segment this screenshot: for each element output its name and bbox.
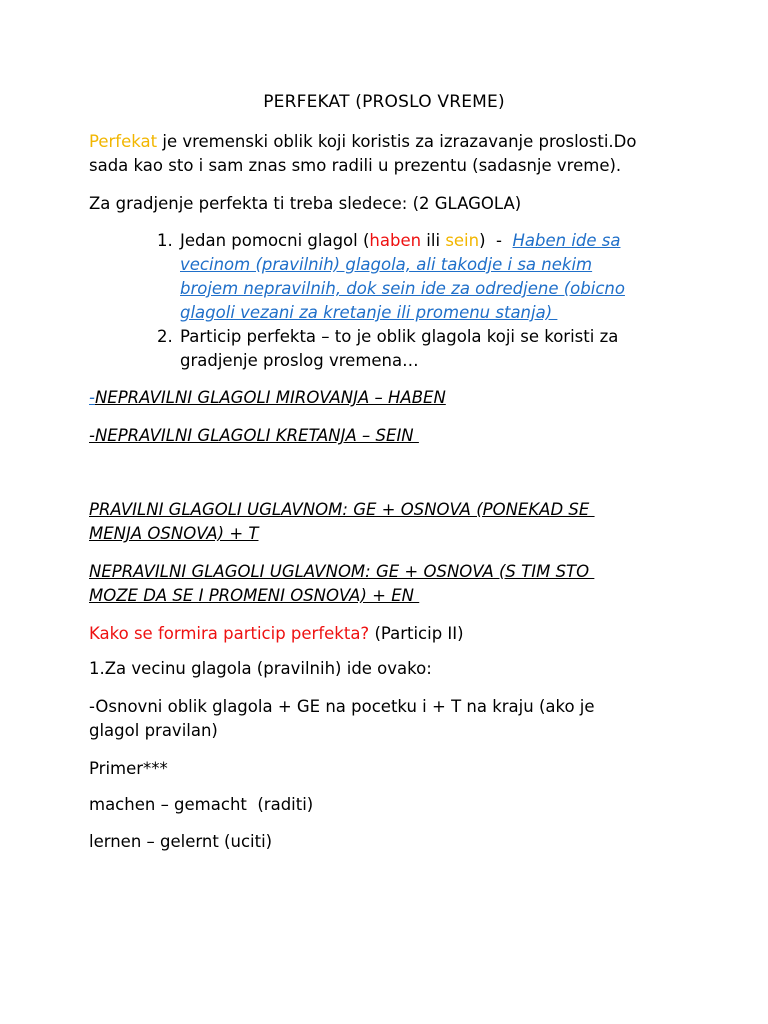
- intro-text-line-2: sada kao sto i sam znas smo radili u prezentu (sadasnje vreme).: [89, 156, 622, 175]
- intro-paragraph-line-1: [89, 130, 636, 154]
- list-item-text: Jedan pomocni glagol (: [180, 231, 370, 250]
- document-title: PERFEKAT (PROSLO VREME): [263, 92, 505, 112]
- irregular-verbs-line-2: MOZE DA SE I PROMENI OSNOVA) + EN: [89, 586, 420, 605]
- example-label: Primer***: [89, 759, 168, 778]
- intro-text-line-1: je vremenski oblik koji koristis za izrazavanje proslosti.Do: [157, 132, 637, 151]
- list-item-line-1: [180, 229, 621, 253]
- question-suffix: (Particip II): [369, 624, 464, 643]
- rule-haben-text: NEPRAVILNI GLAGOLI MIROVANJA – HABEN: [94, 388, 446, 407]
- note-line-4: glagoli vezani za kretanje ili promenu stanja): [180, 303, 558, 322]
- rule-haben-line: [89, 386, 446, 410]
- example-1: machen – gemacht (raditi): [89, 795, 314, 814]
- ili-word: ili: [421, 231, 446, 250]
- irregular-verbs-line-1: NEPRAVILNI GLAGOLI UGLAVNOM: GE + OSNOVA (S TIM STO: [89, 562, 595, 581]
- example-2: lernen – gelernt (uciti): [89, 832, 273, 851]
- step-1-line: 1.Za vecinu glagola (pravilnih) ide ovako:: [89, 659, 432, 678]
- list-item-number: 2.: [157, 327, 173, 346]
- rule-dash: -: [89, 388, 95, 407]
- question-text: Kako se formira particip perfekta?: [89, 624, 370, 643]
- formation-rule-line-1: -Osnovni oblik glagola + GE na pocetku i + T na kraju (ako je: [89, 697, 595, 716]
- formation-rule-line-2: glagol pravilan): [89, 721, 218, 740]
- note-line-3: brojem nepravilnih, dok sein ide za odredjene (obicno: [180, 279, 625, 298]
- intro-highlight-word: Perfekat: [89, 132, 158, 151]
- question-line: [89, 622, 464, 646]
- separator-text: ) -: [479, 231, 513, 250]
- list-item-line-1: Particip perfekta – to je oblik glagola koji se koristi za: [180, 327, 619, 346]
- regular-verbs-line-2: MENJA OSNOVA) + T: [89, 524, 259, 543]
- list-item-number: 1.: [157, 231, 173, 250]
- rule-sein-line: -NEPRAVILNI GLAGOLI KRETANJA – SEIN: [89, 426, 419, 445]
- haben-word: haben: [369, 231, 422, 250]
- sein-word: sein: [445, 231, 480, 250]
- regular-verbs-line-1: PRAVILNI GLAGOLI UGLAVNOM: GE + OSNOVA (PONEKAD SE: [89, 500, 595, 519]
- note-line-1: Haben ide sa: [512, 231, 621, 250]
- note-line-2: vecinom (pravilnih) glagola, ali takodje i sa nekim: [180, 255, 593, 274]
- list-item-line-2: gradjenje proslog vremena…: [180, 351, 419, 370]
- requirement-line: Za gradjenje perfekta ti treba sledece: (2 GLAGOLA): [89, 194, 522, 213]
